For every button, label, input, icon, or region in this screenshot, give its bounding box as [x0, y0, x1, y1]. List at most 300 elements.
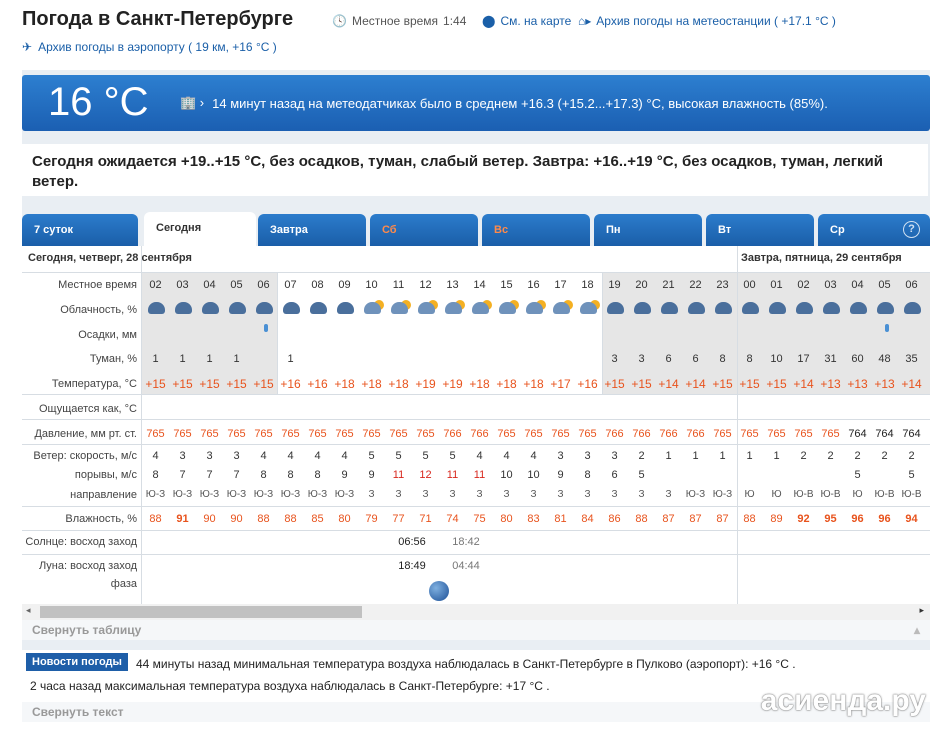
cloud-icon — [171, 300, 195, 316]
cloud-icon — [819, 300, 843, 316]
local-time-label: Местное время — [351, 14, 439, 28]
humidity-cell: 80 — [500, 513, 513, 525]
wind-cell: 5 — [368, 450, 375, 462]
temp-cell: +14 — [658, 377, 679, 391]
fog-cell: 1 — [152, 353, 159, 365]
gust-cell: 7 — [179, 469, 186, 481]
hour-cell: 03 — [176, 279, 189, 291]
tab-7-days[interactable]: 7 суток — [22, 214, 138, 246]
current-temp: 16 °C — [48, 80, 149, 124]
label-moon: Луна: восход заход — [38, 560, 137, 572]
pressure-cell: 765 — [551, 428, 570, 440]
sun-rise: 06:56 — [398, 536, 426, 548]
cloud-icon — [306, 300, 330, 316]
gust-cell: 5 — [854, 469, 861, 481]
hourly-table — [22, 246, 930, 604]
fog-cell: 3 — [611, 353, 618, 365]
humidity-cell: 75 — [473, 513, 486, 525]
pressure-cell: 764 — [902, 428, 921, 440]
gust-cell: 8 — [584, 469, 591, 481]
direction-cell: Ю — [771, 489, 782, 500]
hour-cell: 08 — [311, 279, 324, 291]
cloud-icon — [144, 300, 168, 316]
direction-cell: З — [368, 489, 375, 500]
direction-cell: Ю-З — [307, 489, 328, 500]
temp-cell: +15 — [712, 377, 733, 391]
tab-tomorrow[interactable]: Завтра — [258, 214, 366, 246]
humidity-cell: 81 — [554, 513, 567, 525]
pressure-cell: 765 — [308, 428, 327, 440]
fog-cell: 10 — [770, 353, 783, 365]
tab-sat[interactable]: Сб — [370, 214, 478, 246]
table-scrollbar[interactable] — [22, 604, 930, 620]
moon-rise: 18:49 — [398, 560, 426, 572]
hour-cell: 06 — [905, 279, 918, 291]
pressure-cell: 766 — [605, 428, 624, 440]
humidity-cell: 86 — [608, 513, 621, 525]
hour-cell: 12 — [419, 279, 432, 291]
fog-cell: 1 — [233, 353, 240, 365]
cloud-icon — [873, 300, 897, 316]
wind-cell: 3 — [611, 450, 618, 462]
humidity-cell: 95 — [824, 513, 837, 525]
pressure-cell: 764 — [848, 428, 867, 440]
temp-cell: +18 — [469, 377, 490, 391]
label-wind: Ветер: скорость, м/с — [33, 450, 137, 462]
temp-cell: +15 — [766, 377, 787, 391]
wind-cell: 3 — [584, 450, 591, 462]
temp-cell: +13 — [847, 377, 868, 391]
rain-drop-icon — [264, 324, 268, 332]
forecast-summary: Сегодня ожидается +19..+15 °С, без осадков, туман, слабый ветер. Завтра: +16..+19 °С, без осадков, туман, легкий ветер. — [22, 144, 928, 196]
current-weather-bar — [22, 75, 930, 131]
temp-cell: +13 — [874, 377, 895, 391]
pressure-cell: 765 — [578, 428, 597, 440]
wind-cell: 1 — [773, 450, 780, 462]
gust-cell: 9 — [341, 469, 348, 481]
news-line-1: 44 минуты назад минимальная температура воздуха наблюдалась в Санкт-Петербурге в Пулково (аэропорт): +16 °С . — [136, 657, 796, 671]
pressure-cell: 766 — [443, 428, 462, 440]
gust-cell: 8 — [260, 469, 267, 481]
gust-cell: 12 — [419, 469, 432, 481]
direction-cell: Ю-В — [793, 489, 814, 500]
chevron-up-icon: ▴ — [913, 623, 920, 637]
pressure-cell: 764 — [875, 428, 894, 440]
fog-cell: 17 — [797, 353, 810, 365]
direction-cell: З — [638, 489, 645, 500]
wind-cell: 4 — [476, 450, 483, 462]
wind-cell: 4 — [314, 450, 321, 462]
hour-cell: 09 — [338, 279, 351, 291]
cloud-icon — [792, 300, 816, 316]
wind-cell: 4 — [260, 450, 267, 462]
pressure-cell: 766 — [632, 428, 651, 440]
cloud-icon — [684, 300, 708, 316]
temp-cell: +19 — [415, 377, 436, 391]
direction-cell: Ю-З — [280, 489, 301, 500]
cloud-icon — [603, 300, 627, 316]
gust-cell: 11 — [446, 469, 459, 481]
watermark: асиенда.ру — [760, 684, 926, 717]
temp-cell: +14 — [685, 377, 706, 391]
cloud-icon — [765, 300, 789, 316]
gust-cell: 8 — [314, 469, 321, 481]
temp-cell: +18 — [388, 377, 409, 391]
fog-cell: 8 — [746, 353, 753, 365]
cloud-icon — [468, 300, 492, 316]
current-desc — [180, 95, 828, 111]
row-divider — [22, 554, 930, 555]
wind-cell: 3 — [557, 450, 564, 462]
map-link[interactable] — [482, 14, 571, 28]
label-gusts: порывы, м/с — [74, 469, 137, 481]
hour-cell: 14 — [473, 279, 486, 291]
humidity-cell: 90 — [230, 513, 243, 525]
fog-cell: 31 — [824, 353, 837, 365]
hour-cell: 06 — [257, 279, 270, 291]
direction-cell: З — [611, 489, 618, 500]
fog-cell: 35 — [905, 353, 918, 365]
gust-cell: 6 — [611, 469, 618, 481]
cloud-icon — [252, 300, 276, 316]
direction-cell: З — [422, 489, 429, 500]
humidity-cell: 88 — [743, 513, 756, 525]
pressure-cell: 765 — [362, 428, 381, 440]
wind-cell: 2 — [800, 450, 807, 462]
direction-cell: Ю-З — [253, 489, 274, 500]
humidity-cell: 80 — [338, 513, 351, 525]
direction-cell: Ю-З — [334, 489, 355, 500]
fog-cell: 6 — [665, 353, 672, 365]
direction-cell: З — [530, 489, 537, 500]
wind-cell: 1 — [692, 450, 699, 462]
temp-cell: +18 — [334, 377, 355, 391]
temp-cell: +16 — [280, 377, 301, 391]
rain-drop-icon — [885, 324, 889, 332]
news-title: Новости погоды — [26, 653, 128, 671]
pressure-cell: 765 — [335, 428, 354, 440]
direction-cell: З — [449, 489, 456, 500]
humidity-cell: 71 — [419, 513, 432, 525]
gust-cell: 9 — [368, 469, 375, 481]
airport-archive-link[interactable] — [22, 40, 277, 54]
label-sun: Солнце: восход заход — [25, 536, 137, 548]
current-desc-text: 14 минут назад на метеодатчиках было в среднем +16.3 (+15.2...+17.3) °С, высокая влажность (85%). — [212, 95, 828, 111]
temp-cell: +18 — [496, 377, 517, 391]
row-divider — [22, 444, 930, 445]
gust-cell: 7 — [233, 469, 240, 481]
help-icon[interactable]: ? — [903, 221, 920, 238]
pressure-cell: 766 — [686, 428, 705, 440]
local-time — [332, 14, 466, 28]
local-time-value: 1:44 — [443, 14, 467, 28]
tab-mon[interactable]: Пн — [594, 214, 702, 246]
cloud-icon — [279, 300, 303, 316]
label-precip: Осадки, мм — [78, 329, 137, 341]
wind-cell: 3 — [179, 450, 186, 462]
fog-cell: 6 — [692, 353, 699, 365]
direction-cell: Ю-З — [712, 489, 733, 500]
label-phase: фаза — [110, 578, 137, 590]
pressure-cell: 765 — [416, 428, 435, 440]
humidity-cell: 89 — [770, 513, 783, 525]
hour-cell: 02 — [797, 279, 810, 291]
row-divider — [22, 272, 930, 273]
temp-cell: +18 — [523, 377, 544, 391]
fog-cell: 1 — [287, 353, 294, 365]
wind-cell: 5 — [395, 450, 402, 462]
humidity-cell: 77 — [392, 513, 405, 525]
hour-cell: 03 — [824, 279, 837, 291]
gust-cell: 5 — [638, 469, 645, 481]
humidity-cell: 84 — [581, 513, 594, 525]
wind-cell: 2 — [827, 450, 834, 462]
cloud-icon — [738, 300, 762, 316]
station-archive-link[interactable] — [578, 14, 836, 28]
hour-cell: 04 — [851, 279, 864, 291]
pressure-cell: 765 — [524, 428, 543, 440]
tab-today[interactable]: Сегодня — [144, 212, 256, 246]
fog-cell: 8 — [719, 353, 726, 365]
hour-cell: 07 — [284, 279, 297, 291]
tab-wed-label: Ср — [830, 224, 845, 236]
temp-cell: +19 — [442, 377, 463, 391]
humidity-cell: 88 — [149, 513, 162, 525]
hour-cell: 21 — [662, 279, 675, 291]
wind-cell: 2 — [638, 450, 645, 462]
wind-cell: 2 — [854, 450, 861, 462]
pressure-cell: 765 — [740, 428, 759, 440]
pressure-cell: 765 — [713, 428, 732, 440]
hour-cell: 01 — [770, 279, 783, 291]
direction-cell: Ю-З — [199, 489, 220, 500]
wind-cell: 2 — [881, 450, 888, 462]
cloud-icon — [711, 300, 735, 316]
plane-icon: ✈ — [22, 40, 33, 54]
humidity-cell: 90 — [203, 513, 216, 525]
humidity-cell: 87 — [716, 513, 729, 525]
direction-cell: Ю-В — [820, 489, 841, 500]
direction-cell: З — [584, 489, 591, 500]
day-label-tomorrow: Завтра, пятница, 29 сентября — [741, 252, 902, 264]
wind-cell: 1 — [719, 450, 726, 462]
label-feels: Ощущается как, °С — [38, 403, 137, 415]
news-line-2: 2 часа назад максимальная температура воздуха наблюдалась в Санкт-Петербурге: +17 °С . — [30, 679, 550, 693]
label-clouds: Облачность, % — [60, 304, 137, 316]
cloud-icon — [495, 300, 519, 316]
fog-cell: 3 — [638, 353, 645, 365]
collapse-table-button[interactable] — [22, 620, 930, 640]
fog-cell: 60 — [851, 353, 864, 365]
gust-cell: 7 — [206, 469, 213, 481]
temp-cell: +16 — [577, 377, 598, 391]
wind-cell: 4 — [530, 450, 537, 462]
map-link-text[interactable]: См. на карте — [500, 14, 572, 28]
cloud-icon — [414, 300, 438, 316]
sun-set: 18:42 — [452, 536, 480, 548]
scroll-right-arrow-icon[interactable]: ▸ — [919, 605, 924, 615]
temp-cell: +14 — [793, 377, 814, 391]
pressure-cell: 765 — [254, 428, 273, 440]
airport-archive-text[interactable]: Архив погоды в аэропорту ( 19 км, +16 °С ) — [38, 40, 277, 54]
wind-cell: 3 — [206, 450, 213, 462]
hour-cell: 20 — [635, 279, 648, 291]
moon-phase-icon — [429, 581, 449, 601]
hour-cell: 00 — [743, 279, 756, 291]
cloud-icon — [360, 300, 384, 316]
direction-cell: Ю-З — [685, 489, 706, 500]
temp-cell: +18 — [361, 377, 382, 391]
pressure-cell: 766 — [659, 428, 678, 440]
label-direction: направление — [70, 489, 137, 501]
direction-cell: З — [557, 489, 564, 500]
humidity-cell: 83 — [527, 513, 540, 525]
map-pin-icon: ⬤ — [482, 14, 496, 28]
direction-cell: Ю — [744, 489, 755, 500]
cloud-icon — [576, 300, 600, 316]
clock-icon: 🕓 — [332, 14, 347, 28]
gust-cell: 11 — [392, 469, 405, 481]
temp-cell: +15 — [226, 377, 247, 391]
wind-cell: 4 — [341, 450, 348, 462]
hour-cell: 13 — [446, 279, 459, 291]
pressure-cell: 765 — [281, 428, 300, 440]
hour-cell: 17 — [554, 279, 567, 291]
pressure-cell: 765 — [794, 428, 813, 440]
col-divider — [141, 246, 142, 604]
direction-cell: Ю-З — [145, 489, 166, 500]
humidity-cell: 87 — [662, 513, 675, 525]
cloud-icon — [522, 300, 546, 316]
temp-cell: +16 — [307, 377, 328, 391]
row-divider — [22, 530, 930, 531]
cloud-icon — [549, 300, 573, 316]
hour-cell: 05 — [230, 279, 243, 291]
humidity-cell: 88 — [284, 513, 297, 525]
label-fog: Туман, % — [89, 353, 137, 365]
hour-cell: 19 — [608, 279, 621, 291]
humidity-cell: 87 — [689, 513, 702, 525]
scroll-thumb[interactable] — [40, 606, 362, 618]
temp-cell: +15 — [145, 377, 166, 391]
moon-set: 04:44 — [452, 560, 480, 572]
gust-cell: 11 — [473, 469, 486, 481]
direction-cell: Ю-В — [874, 489, 895, 500]
humidity-cell: 91 — [176, 513, 189, 525]
cloud-icon — [441, 300, 465, 316]
wind-cell: 4 — [503, 450, 510, 462]
pressure-cell: 766 — [470, 428, 489, 440]
direction-cell: З — [665, 489, 672, 500]
direction-cell: Ю-З — [226, 489, 247, 500]
temp-cell: +13 — [820, 377, 841, 391]
cloud-icon — [630, 300, 654, 316]
hour-cell: 10 — [365, 279, 378, 291]
hour-cell: 04 — [203, 279, 216, 291]
gust-cell: 10 — [527, 469, 540, 481]
temp-cell: +14 — [901, 377, 922, 391]
pressure-cell: 765 — [173, 428, 192, 440]
direction-cell: З — [395, 489, 402, 500]
wind-cell: 4 — [152, 450, 159, 462]
fog-cell: 48 — [878, 353, 891, 365]
cloud-icon — [225, 300, 249, 316]
direction-cell: Ю-В — [901, 489, 922, 500]
building-icon: 🏢 › — [180, 95, 205, 110]
tab-sun[interactable]: Вс — [482, 214, 590, 246]
hour-cell: 02 — [149, 279, 162, 291]
collapse-text-button[interactable]: Свернуть текст — [22, 702, 930, 722]
row-divider — [22, 394, 930, 395]
humidity-cell: 85 — [311, 513, 324, 525]
label-temp: Температура, °С — [51, 378, 137, 390]
gust-cell: 5 — [908, 469, 915, 481]
fog-cell: 1 — [179, 353, 186, 365]
pressure-cell: 765 — [767, 428, 786, 440]
tab-wed[interactable] — [818, 214, 930, 246]
direction-cell: З — [503, 489, 510, 500]
temp-cell: +15 — [199, 377, 220, 391]
hour-cell: 15 — [500, 279, 513, 291]
temp-cell: +15 — [172, 377, 193, 391]
label-time: Местное время — [58, 279, 137, 291]
temp-cell: +15 — [253, 377, 274, 391]
gust-cell: 8 — [287, 469, 294, 481]
pressure-cell: 765 — [227, 428, 246, 440]
hour-cell: 16 — [527, 279, 540, 291]
wind-cell: 3 — [233, 450, 240, 462]
station-archive-text[interactable]: Архив погоды на метеостанции ( +17.1 °С ) — [596, 14, 836, 28]
collapse-table-label: Свернуть таблицу — [32, 623, 142, 637]
hour-cell: 11 — [392, 279, 405, 291]
temp-cell: +17 — [550, 377, 571, 391]
temp-cell: +15 — [631, 377, 652, 391]
humidity-cell: 94 — [905, 513, 918, 525]
row-divider — [22, 506, 930, 507]
day-tabs — [22, 212, 930, 246]
label-humidity: Влажность, % — [65, 513, 137, 525]
wind-cell: 1 — [746, 450, 753, 462]
pressure-cell: 765 — [821, 428, 840, 440]
cloud-icon — [900, 300, 924, 316]
humidity-cell: 96 — [878, 513, 891, 525]
direction-cell: Ю — [852, 489, 863, 500]
pressure-cell: 765 — [146, 428, 165, 440]
temp-cell: +15 — [604, 377, 625, 391]
wind-cell: 2 — [908, 450, 915, 462]
tab-tue[interactable]: Вт — [706, 214, 814, 246]
humidity-cell: 92 — [797, 513, 810, 525]
wind-cell: 1 — [665, 450, 672, 462]
gust-cell: 8 — [152, 469, 159, 481]
hour-cell: 05 — [878, 279, 891, 291]
pressure-cell: 765 — [200, 428, 219, 440]
direction-cell: Ю-З — [172, 489, 193, 500]
pressure-cell: 765 — [497, 428, 516, 440]
cloud-icon — [387, 300, 411, 316]
humidity-cell: 88 — [257, 513, 270, 525]
direction-cell: З — [476, 489, 483, 500]
row-labels — [22, 246, 141, 604]
station-icon: ⌂▸ — [578, 14, 592, 28]
hour-cell: 23 — [716, 279, 729, 291]
hour-cell: 18 — [581, 279, 594, 291]
temp-cell: +15 — [739, 377, 760, 391]
cloud-icon — [657, 300, 681, 316]
scroll-left-arrow-icon[interactable]: ◂ — [26, 605, 31, 615]
row-divider — [22, 419, 930, 420]
cloud-icon — [198, 300, 222, 316]
